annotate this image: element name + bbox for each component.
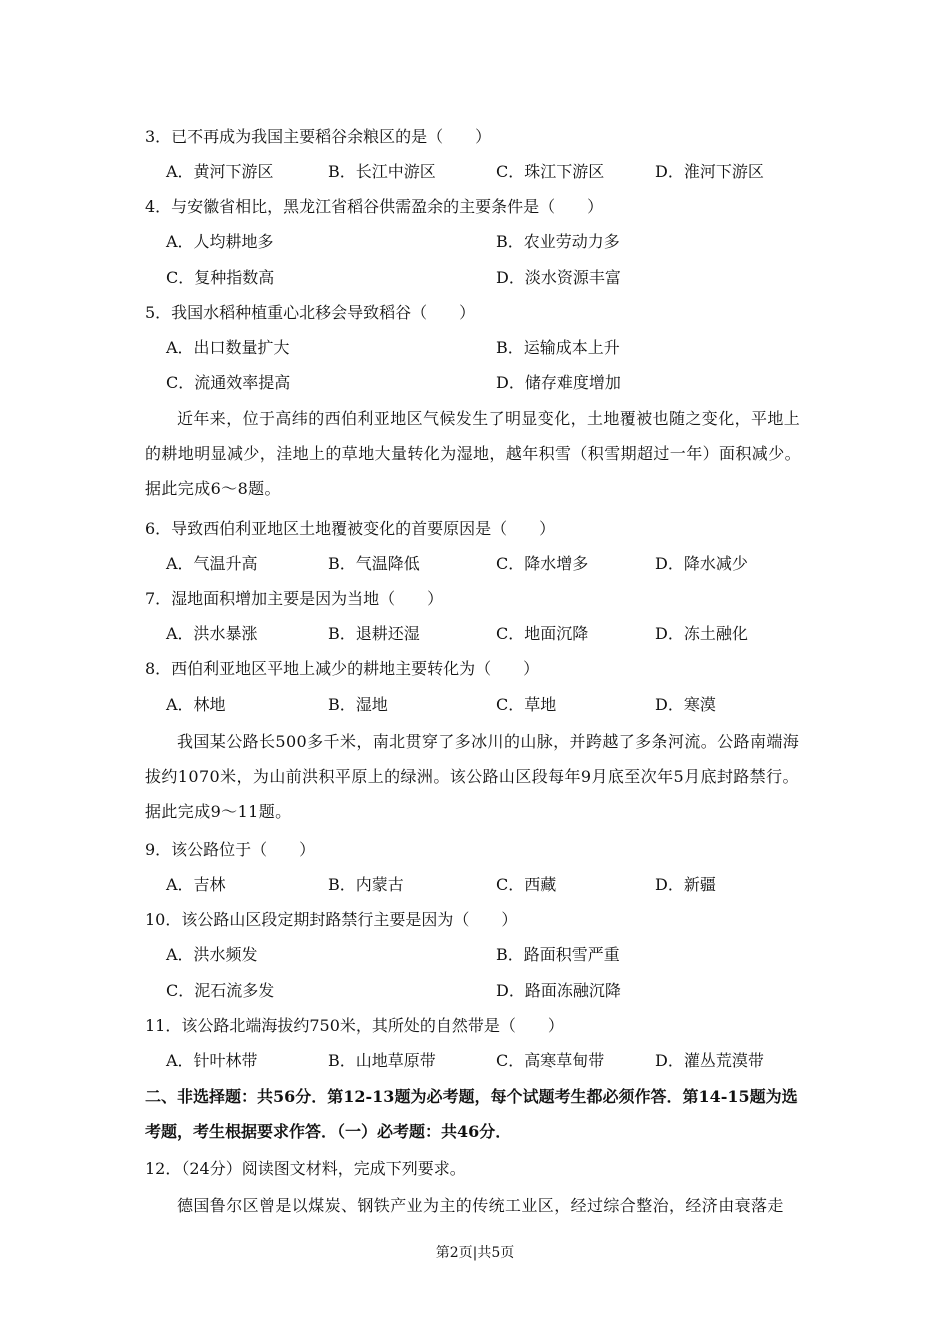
question-12-stem: 12．（24分）阅读图文材料，完成下列要求。 [145,1159,466,1178]
passage-siberia: 近年来，位于高纬的西伯利亚地区气候发生了明显变化，土地覆被也随之变化，平地上的耕地明显减少，洼地上的草地大量转化为湿地，越年积雪（积雪期超过一年）面积减少。据此完成6～8题。 [145,409,802,498]
section-heading-non-choice: 二、非选择题：共56分．第12-13题为必考题，每个试题考生都必须作答．第14-15题为选考题，考生根据要求作答．（一）必考题：共46分． [145,1087,798,1141]
question-7-option-c: C．地面沉降 [496,624,589,643]
question-6-option-d: D．降水减少 [655,554,748,573]
question-7-option-a: A．洪水暴涨 [166,624,258,643]
question-9-stem: 9．该公路位于（ ） [145,840,316,859]
question-6-option-b: B．气温降低 [328,554,420,573]
question-3-stem: 3．已不再成为我国主要稻谷余粮区的是（ ） [145,127,492,146]
question-8-option-b: B．湿地 [328,695,388,714]
question-11-stem: 11．该公路北端海拔约750米，其所处的自然带是（ ） [145,1016,564,1035]
question-7-stem: 7．湿地面积增加主要是因为当地（ ） [145,589,444,608]
question-7-option-b: B．退耕还湿 [328,624,420,643]
question-10-stem: 10．该公路山区段定期封路禁行主要是因为（ ） [145,910,518,929]
question-5-option-c: C．流通效率提高 [166,373,291,392]
question-10-option-b: B．路面积雪严重 [496,945,620,964]
page-footer: 第2页|共5页 [435,1245,515,1261]
question-4-stem: 4．与安徽省相比，黑龙江省稻谷供需盈余的主要条件是（ ） [145,197,604,216]
question-5-option-d: D．储存难度增加 [496,373,621,392]
question-4-option-d: D．淡水资源丰富 [496,268,621,287]
question-9-option-a: A．吉林 [166,875,226,894]
question-3-option-a: A．黄河下游区 [166,162,274,181]
question-8-option-c: C．草地 [496,695,557,714]
question-4-option-c: C．复种指数高 [166,268,275,287]
question-9-option-b: B．内蒙古 [328,875,404,894]
question-10-option-a: A．洪水频发 [166,945,258,964]
question-11-option-a: A．针叶林带 [166,1051,258,1070]
question-5-option-a: A．出口数量扩大 [166,338,290,357]
question-11-option-b: B．山地草原带 [328,1051,436,1070]
question-4-option-b: B．农业劳动力多 [496,232,620,251]
question-5-stem: 5．我国水稻种植重心北移会导致稻谷（ ） [145,303,476,322]
question-6-option-c: C．降水增多 [496,554,589,573]
question-10-option-d: D．路面冻融沉降 [496,981,621,1000]
question-9-option-d: D．新疆 [655,875,716,894]
question-4-option-a: A．人均耕地多 [166,232,274,251]
question-3-option-d: D．淮河下游区 [655,162,764,181]
question-9-option-c: C．西藏 [496,875,557,894]
question-3-option-c: C．珠江下游区 [496,162,605,181]
question-6-option-a: A．气温升高 [166,554,258,573]
question-6-stem: 6．导致西伯利亚地区土地覆被变化的首要原因是（ ） [145,519,556,538]
question-3-option-b: B．长江中游区 [328,162,436,181]
question-11-option-c: C．高寒草甸带 [496,1051,605,1070]
passage-highway: 我国某公路长500多千米，南北贯穿了多冰川的山脉，并跨越了多条河流。公路南端海拔约1070米，为山前洪积平原上的绿洲。该公路山区段每年9月底至次年5月底封路禁行。据此完成9～11题。 [145,732,800,821]
question-8-option-a: A．林地 [166,695,226,714]
question-12-passage: 德国鲁尔区曾是以煤炭、钢铁产业为主的传统工业区，经过综合整治，经济由衰落走 [177,1196,784,1215]
question-7-option-d: D．冻土融化 [655,624,748,643]
question-8-option-d: D．寒漠 [655,695,716,714]
question-11-option-d: D．灌丛荒漠带 [655,1051,764,1070]
question-10-option-c: C．泥石流多发 [166,981,275,1000]
question-5-option-b: B．运输成本上升 [496,338,620,357]
question-8-stem: 8．西伯利亚地区平地上减少的耕地主要转化为（ ） [145,659,540,678]
